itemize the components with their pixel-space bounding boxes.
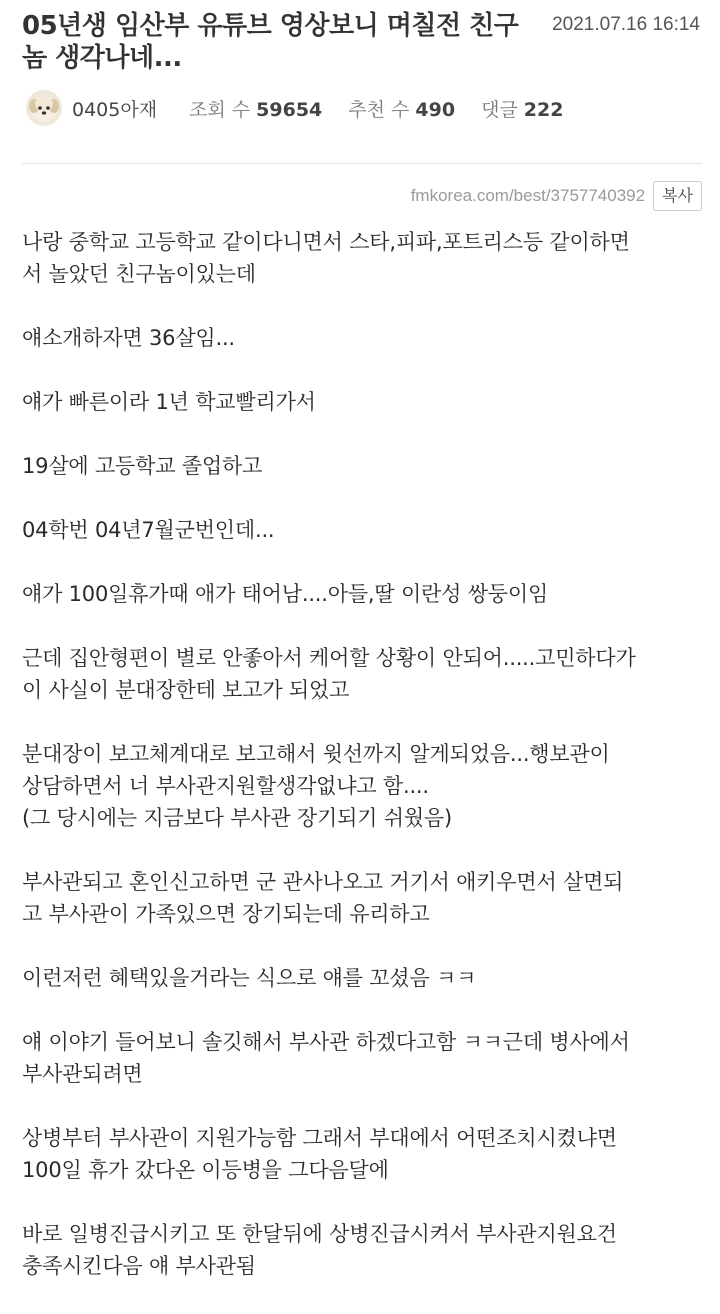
author-name[interactable]: 0405아재 <box>72 98 158 121</box>
comment-count-label: 댓글 <box>481 98 518 121</box>
body-paragraph: 바로 일병진급시키고 또 한달뒤에 상병진급시켜서 부사관지원요건 충족시킨다음 얘 부사관됨 <box>22 1222 617 1278</box>
body-paragraph: 얘소개하자면 36살임... <box>22 326 235 350</box>
recommend-count <box>348 95 455 122</box>
body-paragraph: 근데 집안형편이 별로 안좋아서 케어할 상황이 안되어.....고민하다가 이 사실이 분대장한테 보고가 되었고 <box>22 646 636 702</box>
post-title: 05년생 임산부 유튜브 영상보니 며칠전 친구놈 생각나네... <box>22 11 519 73</box>
body-paragraph: 나랑 중학교 고등학교 같이다니면서 스타,피파,포트리스등 같이하면 서 놀았던 친구놈이있는데 <box>22 230 630 286</box>
body-paragraph: 04학번 04년7월군번인데... <box>22 518 275 542</box>
view-count <box>189 95 322 122</box>
body-paragraph: 얘가 100일휴가때 애가 태어남....아들,딸 이란성 쌍둥이임 <box>22 582 549 606</box>
body-paragraph: 이런저런 혜택있을거라는 식으로 얘를 꼬셨음 ㅋㅋ <box>22 966 477 990</box>
copy-url-button[interactable]: 복사 <box>653 181 702 211</box>
body-paragraph: 19살에 고등학교 졸업하고 <box>22 454 263 478</box>
body-paragraph: 부사관되고 혼인신고하면 군 관사나오고 거기서 애키우면서 살면되 고 부사관이 가족있으면 장기되는데 유리하고 <box>22 870 624 926</box>
post-meta <box>26 88 706 128</box>
body-paragraph: 얘 이야기 들어보니 솔깃해서 부사관 하겠다고함 ㅋㅋ근데 병사에서 부사관되려면 <box>22 1030 630 1086</box>
post-body <box>22 226 702 1314</box>
header-divider <box>22 163 702 164</box>
post-url[interactable]: fmkorea.com/best/3757740392 <box>410 186 646 205</box>
recommend-count-label: 추천 수 <box>348 98 410 121</box>
comment-count[interactable] <box>481 95 563 122</box>
recommend-count-value: 490 <box>415 98 456 121</box>
body-paragraph: 얘가 빠른이라 1년 학교빨리가서 <box>22 390 316 414</box>
post-date: 2021.07.16 16:14 <box>552 14 700 35</box>
comment-count-value: 222 <box>523 98 564 121</box>
post-url-row <box>411 181 702 211</box>
view-count-label: 조회 수 <box>189 98 251 121</box>
body-paragraph: 분대장이 보고체계대로 보고해서 윗선까지 알게되었음...행보관이 상담하면서 너 부사관지원할생각없냐고 함.... (그 당시에는 지금보다 부사관 장기되기 쉬웠음) <box>22 742 610 830</box>
view-count-value: 59654 <box>256 98 323 121</box>
body-paragraph: 상병부터 부사관이 지원가능함 그래서 부대에서 어떤조치시켰냐면 100일 휴가 갔다온 이등병을 그다음달에 <box>22 1126 617 1182</box>
puppy-avatar-icon[interactable] <box>26 90 62 126</box>
